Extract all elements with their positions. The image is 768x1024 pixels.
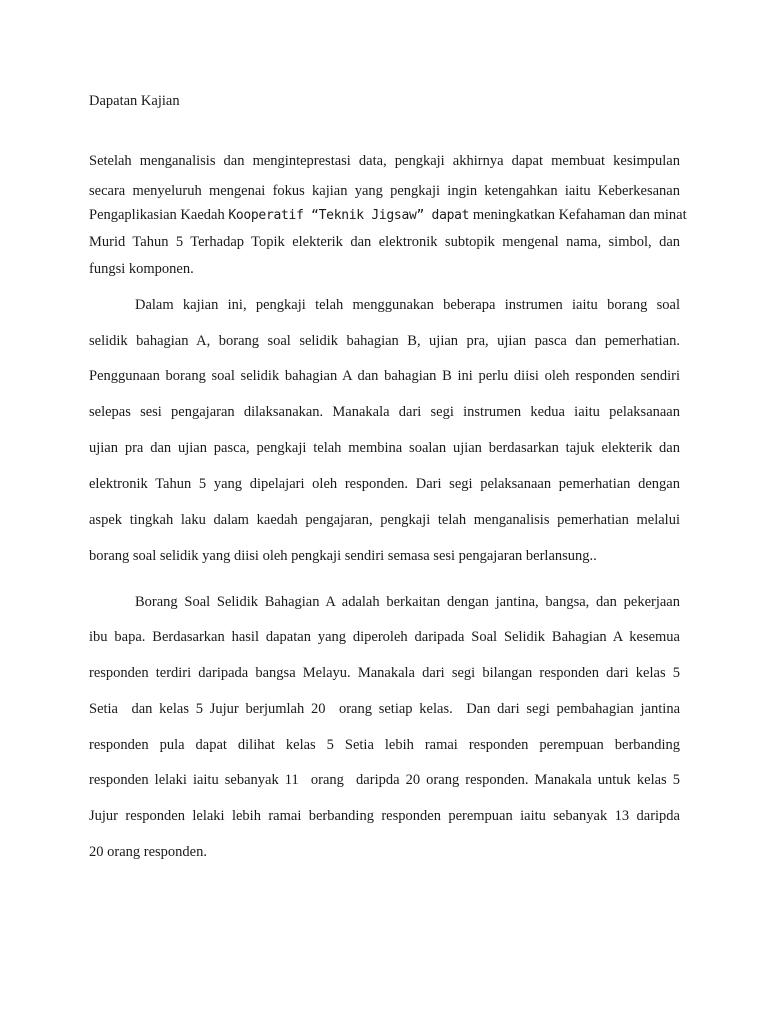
paragraph-3-line: Borang Soal Selidik Bahagian A adalah berkaitan dengan jantina, bangsa, dan pekerjaan <box>135 594 680 610</box>
paragraph-1-line: Murid Tahun 5 Terhadap Topik elekterik dan elektronik subtopik mengenal nama, simbol, dan <box>89 234 680 250</box>
paragraph-1-text: Pengaplikasian Kaedah <box>89 207 229 223</box>
paragraph-3-line: responden pula dapat dilihat kelas 5 Setia lebih ramai responden perempuan berbanding <box>89 737 680 753</box>
handwritten-font-phrase: Kooperatif “Teknik Jigsaw” dapat <box>228 208 470 223</box>
section-title: Dapatan Kajian <box>89 93 180 109</box>
paragraph-1-line: fungsi komponen. <box>89 261 194 277</box>
paragraph-2-line: Penggunaan borang soal selidik bahagian A dan bahagian B ini perlu diisi oleh responden sendiri <box>89 368 680 384</box>
paragraph-1-text: meningkatkan Kefahaman dan minat <box>469 207 687 223</box>
paragraph-2-line: ujian pra dan ujian pasca, pengkaji telah membina soalan ujian berdasarkan tajuk elekterik dan <box>89 440 680 456</box>
paragraph-3-line: 20 orang responden. <box>89 844 207 860</box>
paragraph-1-line: Setelah menganalisis dan menginteprestasi data, pengkaji akhirnya dapat membuat kesimpulan <box>89 153 680 169</box>
paragraph-2-line: selepas sesi pengajaran dilaksanakan. Manakala dari segi instrumen kedua iaitu pelaksanaan <box>89 404 680 420</box>
paragraph-2-line: selidik bahagian A, borang soal selidik bahagian B, ujian pra, ujian pasca dan pemerhatian. <box>89 333 680 349</box>
paragraph-1-line <box>89 205 687 226</box>
paragraph-3-line: Setia dan kelas 5 Jujur berjumlah 20 orang setiap kelas. Dan dari segi pembahagian jantina <box>89 701 680 717</box>
paragraph-1-line: secara menyeluruh mengenai fokus kajian yang pengkaji ingin ketengahkan iaitu Keberkesanan <box>89 183 680 199</box>
paragraph-2-line: aspek tingkah laku dalam kaedah pengajaran, pengkaji telah menganalisis pemerhatian melalui <box>89 512 680 528</box>
paragraph-2-line: Dalam kajian ini, pengkaji telah menggunakan beberapa instrumen iaitu borang soal <box>135 297 680 313</box>
paragraph-2-line: borang soal selidik yang diisi oleh pengkaji sendiri semasa sesi pengajaran berlansung.. <box>89 548 597 564</box>
paragraph-3-line: responden terdiri daripada bangsa Melayu. Manakala dari segi bilangan responden dari kelas 5 <box>89 665 680 681</box>
paragraph-3-line: ibu bapa. Berdasarkan hasil dapatan yang diperoleh daripada Soal Selidik Bahagian A kesemua <box>89 629 680 645</box>
paragraph-3-line: Jujur responden lelaki lebih ramai berbanding responden perempuan iaitu sebanyak 13 daripda <box>89 808 680 824</box>
paragraph-3-line: responden lelaki iaitu sebanyak 11 orang daripda 20 orang responden. Manakala untuk kelas 5 <box>89 772 680 788</box>
paragraph-2-line: elektronik Tahun 5 yang dipelajari oleh responden. Dari segi pelaksanaan pemerhatian dengan <box>89 476 680 492</box>
